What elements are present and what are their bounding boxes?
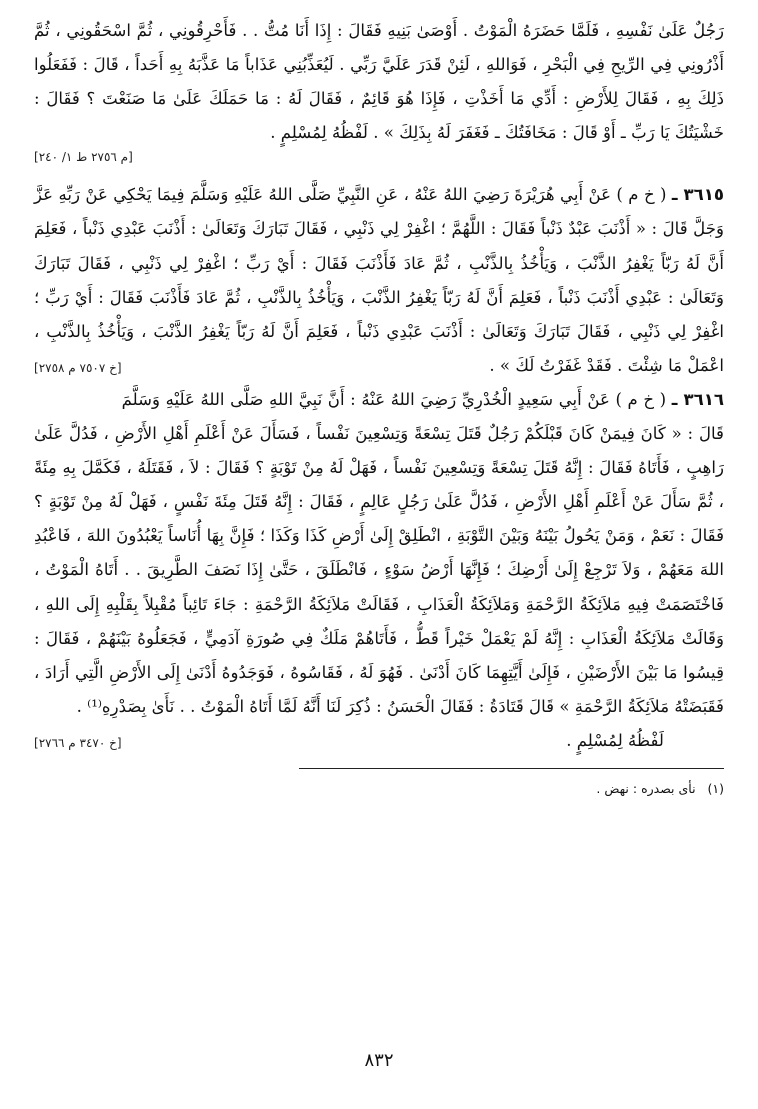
footnote-marker: (١) xyxy=(707,780,724,796)
hadith-3616-number: ٣٦١٦ ـ xyxy=(671,389,725,409)
hadith-3616-reference: [خ ٣٤٧٠ م ٢٧٦٦] xyxy=(34,735,122,750)
hadith-3614-ref-row xyxy=(34,150,724,178)
hadith-3616-lafzuhu-row xyxy=(34,724,724,758)
page-body xyxy=(34,14,724,801)
hadith-3615-reference: [خ ٧٥٠٧ م ٢٧٥٨] xyxy=(34,360,122,375)
hadith-3614-reference: [م ٢٧٥٦ ط ١/ ٢٤٠] xyxy=(34,150,133,165)
hadith-3616 xyxy=(34,383,724,724)
footnote-divider xyxy=(299,768,724,769)
hadith-3614-tail xyxy=(34,14,724,150)
hadith-3616-text: ( خ م ) عَنْ أَبِي سَعِيدٍ الْخُدْرِيِّ رَضِيَ اللهُ عَنْهُ : أَنَّ نَبِيَّ اللهِ صَلَّى اللهُ عَلَيْهِ وَسَلَّمَ قَالَ : « كَانَ فِيمَنْ كَانَ قَبْلَكُمْ رَجُلٌ قَتَلَ تِسْعَةً وَتِسْعِينَ نَفْساً ، فَسَأَلَ عَنْ أَعْلَمِ أَهْلِ الأَرْضِ ، فَدُلَّ عَلَىٰ رَاهِبٍ ، فَأَتَاهُ فَقَالَ : إِنَّهُ قَتَلَ تِسْعَةً وَتِسْعِينَ نَفْساً ، فَهَلْ لَهُ مِنْ تَوْبَةٍ ؟ فَقَالَ : لاَ ، فَقَتَلَهُ ، فَكَمَّلَ بِهِ مِئَةً ، ثُمَّ سَأَلَ عَنْ أَعْلَمِ أَهْلِ الأَرْضِ ، فَدُلَّ عَلَىٰ رَجُلٍ عَالِمٍ ، فَقَالَ : إِنَّهُ قَتَلَ مِئَةَ نَفْسٍ ، فَهَلْ لَهُ مِنْ تَوْبَةٍ ؟ فَقَالَ : نَعَمْ ، وَمَنْ يَحُولُ بَيْنَهُ وَبَيْنَ التَّوْبَةِ ، انْطَلِقْ إِلَىٰ أَرْضِ كَذَا وَكَذَا ؛ فَإِنَّ بِهَا أُنَاساً يَعْبُدُونَ اللهَ ، فَاعْبُدِ اللهَ مَعَهُمْ ، وَلاَ تَرْجِعْ إِلَىٰ أَرْضِكَ ؛ فَإِنَّهَا أَرْضُ سَوْءٍ ، فَانْطَلَقَ ، حَتَّىٰ إِذَا نَصَفَ الطَّرِيقَ . . أَتَاهُ الْمَوْتُ ، فَاخْتَصَمَتْ فِيهِ مَلاَئِكَةُ الرَّحْمَةِ وَمَلاَئِكَةُ الْعَذَابِ ، فَقَالَتْ مَلاَئِكَةُ الرَّحْمَةِ : جَاءَ تَائِباً مُقْبِلاً بِقَلْبِهِ إِلَى اللهِ ، وَقَالَتْ مَلاَئِكَةُ الْعَذَابِ : إِنَّهُ لَمْ يَعْمَلْ خَيْراً قَطُّ ، فَأَتَاهُمْ مَلَكٌ فِي صُورَةِ آدَمِيٍّ ، فَجَعَلُوهُ بَيْنَهُمْ ، فَقَالَ : قِيسُوا مَا بَيْنَ الأَرْضَيْنِ ، فَإِلَىٰ أَيَّتِهِمَا كَانَ أَدْنَىٰ . فَهُوَ لَهُ ، فَقَاسُوهُ ، فَوَجَدُوهُ أَدْنَىٰ إِلَى الأَرْضِ الَّتِي أَرَادَ ، فَقَبَضَتْهُ مَلاَئِكَةُ الرَّحْمَةِ » قَالَ قَتَادَةُ : فَقَالَ الْحَسَنُ : ذُكِرَ لَنَا أَنَّهُ لَمَّا أَتَاهُ الْمَوْتُ . . نَأَىٰ بِصَدْرِهِ⁽¹⁾ . xyxy=(34,389,724,716)
footnote xyxy=(34,777,724,801)
hadith-3615-text: ( خ م ) عَنْ أَبِي هُرَيْرَةَ رَضِيَ اللهُ عَنْهُ ، عَنِ النَّبِيِّ صَلَّى اللهُ عَلَيْهِ وَسَلَّمَ فِيمَا يَحْكِي عَنْ رَبِّهِ عَزَّ وَجَلَّ قَالَ : « أَذْنَبَ عَبْدٌ ذَنْباً فَقَالَ : اللَّهُمَّ ؛ اغْفِرْ لِي ذَنْبِي ، فَقَالَ تَبَارَكَ وَتَعَالَىٰ : أَذْنَبَ عَبْدِي ذَنْباً ، فَعَلِمَ أَنَّ لَهُ رَبّاً يَغْفِرُ الذَّنْبَ ، وَيَأْخُذُ بِالذَّنْبِ ، ثُمَّ عَادَ فَأَذْنَبَ فَقَالَ : أَيْ رَبِّ ؛ اغْفِرْ لِي ذَنْبِي ، فَقَالَ تَبَارَكَ وَتَعَالَىٰ : عَبْدِي أَذْنَبَ ذَنْباً ، فَعَلِمَ أَنَّ لَهُ رَبّاً يَغْفِرُ الذَّنْبَ ، وَيَأْخُذُ بِالذَّنْبِ ، ثُمَّ عَادَ فَأَذْنَبَ فَقَالَ : أَيْ رَبِّ ؛ اغْفِرْ لِي ذَنْبِي ، فَقَالَ تَبَارَكَ وَتَعَالَىٰ : أَذْنَبَ عَبْدِي ذَنْباً ، فَعَلِمَ أَنَّ لَهُ رَبّاً يَغْفِرُ الذَّنْبَ ، وَيَأْخُذُ بِالذَّنْبِ ، اعْمَلْ مَا شِئْتَ . فَقَدْ غَفَرْتُ لَكَ » . xyxy=(34,185,724,375)
footnote-text: نأى بصدره : نهض . xyxy=(596,780,696,796)
hadith-3616-lafzuhu: لَفْظُهُ لِمُسْلِمٍ . xyxy=(566,730,664,750)
hadith-3615 xyxy=(34,178,724,383)
hadith-3614-text: رَجُلٌ عَلَىٰ نَفْسِهِ ، فَلَمَّا حَضَرَهُ الْمَوْتُ . أَوْصَىٰ بَنِيهِ فَقَالَ : إِذَا أَنَا مُتُّ . . فَأَحْرِقُونِي ، ثُمَّ اسْحَقُونِي ، ثُمَّ أَذْرُونِي فِي الرِّيحِ فِي الْبَحْرِ ، فَوَاللهِ ، لَئِنْ قَدَرَ عَلَيَّ رَبِّي . لَيُعَذِّبُنِي عَذَاباً مَا عَذَّبَهُ بِهِ أَحَداً ، قَالَ : فَفَعَلُوا ذَلِكَ بِهِ ، فَقَالَ لِلأَرْضِ : أَدِّي مَا أَخَذْتِ ، فَإِذَا هُوَ قَائِمٌ ، فَقَالَ لَهُ : مَا حَمَلَكَ عَلَىٰ مَا صَنَعْتَ ؟ فَقَالَ : خَشْيَتُكَ يَا رَبِّ ـ أَوْ قَالَ : مَخَافَتُكَ ـ فَغَفَرَ لَهُ بِذَلِكَ » . لَفْظُهُ لِمُسْلِمٍ . xyxy=(34,21,724,143)
hadith-3615-number: ٣٦١٥ ـ xyxy=(671,185,724,205)
page-number: ٨٣٢ xyxy=(364,1050,394,1071)
